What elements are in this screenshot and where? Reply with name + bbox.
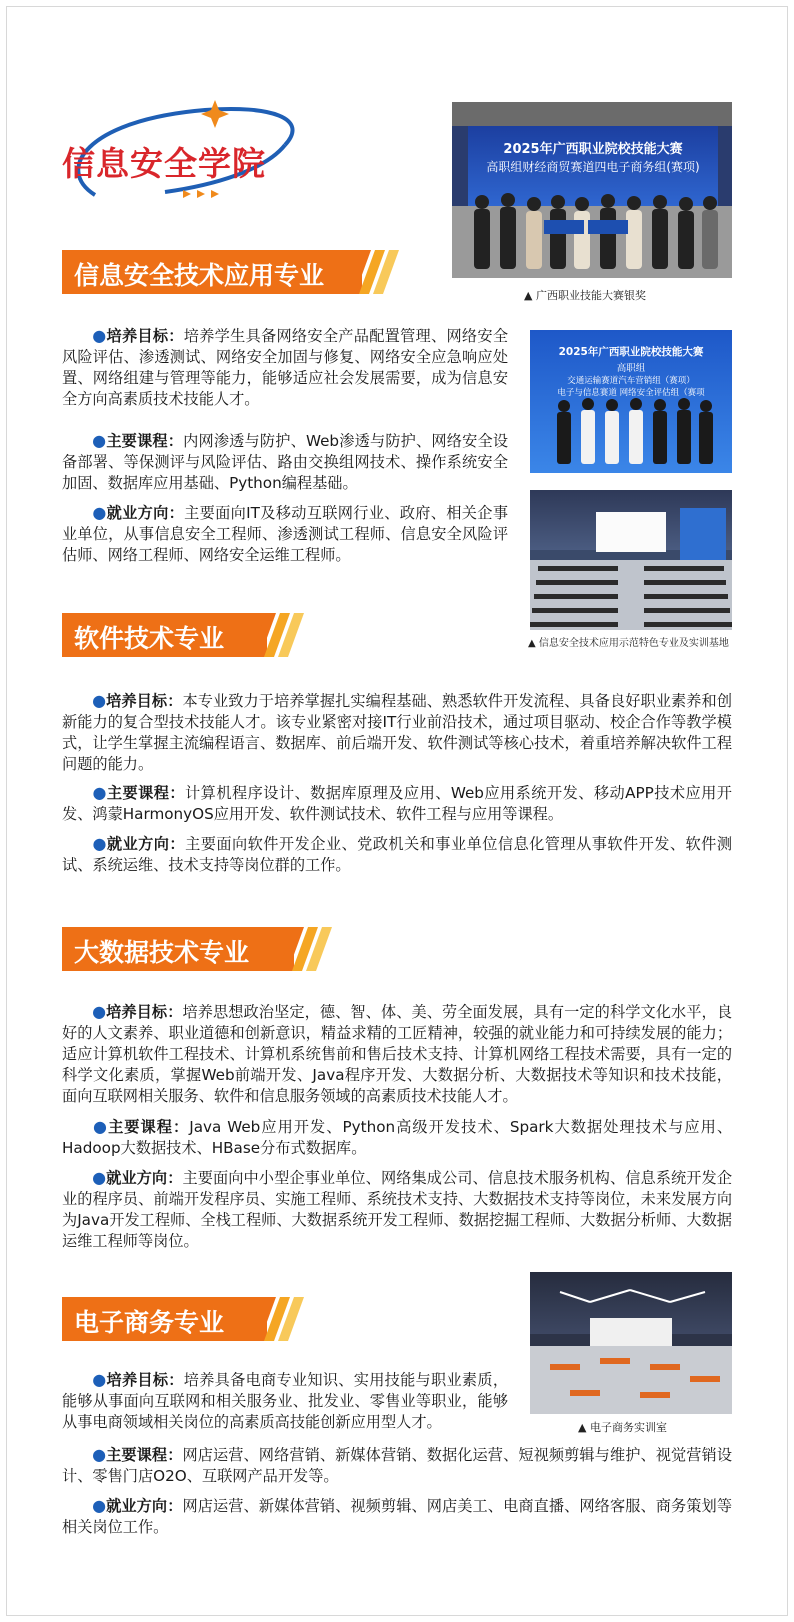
- section-banner-software: [62, 613, 312, 657]
- stripes-decoration-icon: [347, 250, 407, 294]
- photo-caption: ▲ 电子商务实训室: [578, 1421, 667, 1434]
- para-software-goal: ●培养目标：本专业致力于培养掌握扎实编程基础、熟悉软件开发流程、具备良好职业素养和创新能力的复合型技术技能人才。该专业紧密对接IT行业前沿技术，通过项目驱动、校企合作等教学模式，让学生掌握主流编程语言、数据库、前后端开发、软件测试等核心技术，着重培养解决软件工程问题的能力。: [62, 691, 733, 773]
- bullet-dot-icon: ●: [92, 1445, 107, 1464]
- para-software-courses: ●主要课程：计算机程序设计、数据库原理及应用、Web应用系统开发、移动APP技术应用开发、鸿蒙HarmonyOS应用开发、软件测试技术、软件工程与应用等课程。: [62, 783, 732, 823]
- lab-interior-icon: [530, 1272, 732, 1414]
- section-banner-bigdata: [62, 927, 342, 971]
- photo-banner-subtext: 高职组财经商贸赛道四电子商务组(赛项): [486, 160, 700, 174]
- bullet-dot-icon: ●: [92, 431, 107, 450]
- photo-caption: ▲ 广西职业技能大赛银奖: [524, 289, 646, 302]
- photo-banner-text: 2025年广西职业院校技能大赛: [558, 346, 704, 358]
- bullet-dot-icon: ●: [92, 503, 107, 522]
- section-title: 大数据技术专业: [74, 938, 250, 967]
- para-bigdata-goal: ●培养目标：培养思想政治坚定，德、智、体、美、劳全面发展，具有一定的科学文化水平，良好的人文素养、职业道德和创新意识，精益求精的工匠精神，较强的就业能力和可持续发展的能力；适应计算机软件工程技术、计算机系统售前和售后技术支持、计算机网络工程技术需要，具有一定的科学文化素质，掌握Web前端开发、Java程序开发、大数据分析、大数据技术等知识和技术技能，面向互联网相关服务、软件和信息服务领域的高素质技术技能人才。: [62, 1002, 733, 1105]
- photo-banner-subtext: 交通运输赛道汽车营销组（赛项）: [567, 376, 695, 386]
- photo-ecommerce-lab: [530, 1272, 732, 1414]
- section-banner-ecommerce: [62, 1297, 312, 1341]
- photo-banner-text: 2025年广西职业院校技能大赛: [503, 142, 683, 157]
- bullet-dot-icon: ●: [92, 783, 107, 802]
- photo-banner-subtext: 高职组: [616, 363, 646, 374]
- para-bigdata-jobs: ●就业方向：主要面向中小型企事业单位、网络集成公司、信息技术服务机构、信息系统开发企业的程序员、前端开发程序员、实施工程师、系统技术支持、大数据技术支持等岗位，未来发展方向为Java开发工程师、全栈工程师、大数据系统开发工程师、数据挖掘工程师、大数据分析师、大数据运维工程师等岗位。: [62, 1168, 733, 1250]
- section-title: 软件技术专业: [74, 624, 225, 653]
- stripes-decoration-icon: [252, 1297, 312, 1341]
- para-infosec-jobs: ●就业方向：主要面向IT及移动互联网行业、政府、相关企事业单位，从事信息安全工程师、渗透测试工程师、信息安全风险评估师、网络工程师、网络安全运维工程师。: [62, 503, 509, 564]
- bullet-dot-icon: ●: [92, 691, 107, 710]
- para-software-jobs: ●就业方向：主要面向软件开发企业、党政机关和事业单位信息化管理从事软件开发、软件测试、系统运维、技术支持等岗位群的工作。: [62, 834, 733, 874]
- para-bigdata-courses: ●主要课程：Java Web应用开发、Python高级开发技术、Spark大数据处理技术与应用、Hadoop大数据技术、HBase分布式数据库。: [62, 1117, 733, 1157]
- bullet-dot-icon: ●: [92, 1370, 107, 1389]
- para-ecommerce-goal: ●培养目标：培养具备电商专业知识、实用技能与职业素质，能够从事面向互联网和相关服务业、批发业、零售业等职业，能够从事电商领域相关岗位的高素质高技能创新应用型人才。: [62, 1370, 509, 1431]
- para-ecommerce-courses: ●主要课程：网店运营、网络营销、新媒体营销、数据化运营、短视频剪辑与维护、视觉营销设计、零售门店O2O、互联网产品开发等。: [62, 1445, 733, 1485]
- bullet-dot-icon: ●: [92, 1168, 107, 1187]
- photo-caption: ▲ 信息安全技术应用示范特色专业及实训基地: [528, 638, 729, 649]
- section-title: 信息安全技术应用专业: [74, 261, 325, 290]
- desk-rows-icon: [530, 560, 732, 630]
- photo-banner-subtext: 电子与信息赛道 网络安全评估组（赛项: [557, 388, 705, 398]
- photo-competition-silver: [452, 102, 732, 278]
- bullet-dot-icon: ●: [92, 1496, 107, 1515]
- bullet-dot-icon: ●: [92, 326, 107, 345]
- college-title: 信息安全学院: [62, 144, 266, 183]
- para-infosec-courses: ●主要课程：内网渗透与防护、Web渗透与防护、网络安全设备部署、等保测评与风险评估、路由交换组网技术、操作系统安全加固、数据库应用基础、Python编程基础。: [62, 431, 509, 492]
- stripes-decoration-icon: [280, 927, 340, 971]
- people-group-icon: [530, 330, 732, 473]
- photo-training-base: [530, 490, 732, 630]
- photo-competition-team: [530, 330, 732, 473]
- bullet-dot-icon: ●: [92, 1117, 109, 1136]
- section-banner-infosec: [62, 250, 407, 294]
- para-infosec-goal: ●培养目标：培养学生具备网络安全产品配置管理、网络安全风险评估、渗透测试、网络安全加固与修复、网络安全应急响应处置、网络组建与管理等能力，能够适应社会发展需要，成为信息安全方向高素质技术技能人才。: [62, 326, 509, 408]
- stripes-decoration-icon: [252, 613, 312, 657]
- people-group-icon: [452, 102, 732, 278]
- bullet-dot-icon: ●: [92, 1002, 107, 1021]
- para-ecommerce-jobs: ●就业方向：网店运营、新媒体营销、视频剪辑、网店美工、电商直播、网络客服、商务策划等相关岗位工作。: [62, 1496, 733, 1536]
- section-title: 电子商务专业: [74, 1308, 225, 1337]
- bullet-dot-icon: ●: [92, 834, 107, 853]
